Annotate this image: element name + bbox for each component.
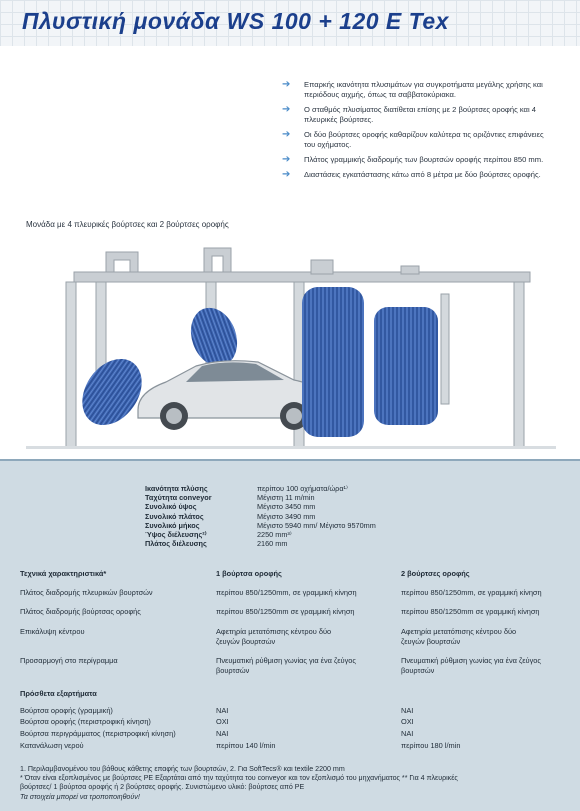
table-header-label: Τεχνικά χαρακτηριστικά* bbox=[20, 569, 107, 578]
feature-text: Πλάτος γραμμικής διαδρομής των βουρτσών οροφής περίπου 850 mm. bbox=[304, 155, 544, 164]
brush-arm bbox=[441, 294, 449, 404]
row-col1: ΟΧΙ bbox=[216, 717, 229, 726]
spec-row bbox=[145, 521, 376, 530]
row-label: Κατανάλωση νερού bbox=[20, 741, 84, 750]
row-label: Επικάλυψη κέντρου bbox=[20, 627, 85, 636]
spec-label: Ταχύτητα conveyor bbox=[145, 493, 212, 503]
spec-value: 2160 mm bbox=[257, 539, 288, 549]
footnote-disclaimer: Τα στοιχεία μπορεί να τροποποιηθούν! bbox=[20, 792, 140, 801]
table-header-col2: 2 βούρτσες οροφής bbox=[401, 569, 470, 578]
footnotes bbox=[20, 765, 568, 802]
arrow-right-icon: ➔ bbox=[282, 104, 291, 115]
spec-row bbox=[145, 484, 376, 493]
motor-housing bbox=[204, 248, 231, 272]
feature-text: Οι δύο βούρτσες οροφής καθαρίζουν καλύτερα τις οριζόντιες επιφάνειες του οχήματος. bbox=[304, 130, 544, 149]
car-wash-illustration bbox=[26, 232, 556, 455]
side-brush bbox=[302, 287, 364, 437]
car-hubcap bbox=[166, 408, 182, 424]
feature-item bbox=[282, 170, 552, 180]
spec-row bbox=[145, 530, 376, 539]
row-col2: ΝΑΙ bbox=[401, 729, 414, 738]
frame-post bbox=[66, 282, 76, 447]
row-col1: περίπου 850/1250mm σε γραμμική κίνηση bbox=[216, 607, 355, 616]
photo-caption: Μονάδα με 4 πλευρικές βούρτσες και 2 βούρτσες οροφής bbox=[26, 220, 229, 229]
car-wash-photo bbox=[26, 232, 556, 455]
spec-value: Μέγιστο 3490 mm bbox=[257, 511, 316, 521]
side-brush bbox=[374, 307, 438, 425]
row-col2: ΝΑΙ bbox=[401, 706, 414, 715]
row-col2: περίπου 180 l/min bbox=[401, 741, 461, 750]
spec-value: Μέγιστη 11 m/min bbox=[257, 493, 315, 503]
feature-text: Επαρκής ικανότητα πλυσιμάτων για συγκροτήματα μεγάλης χρήσης και περιόδους αιχμής, όπως τα σαββατοκύριακα. bbox=[304, 80, 543, 99]
spec-row bbox=[145, 493, 376, 502]
footnote-line: βούρτσες/ 1 βούρτσα οροφής ή 2 βούρτσες οροφής. Συνιστώμενο υλικό: βούρτσες από PE bbox=[20, 783, 305, 792]
arrow-right-icon: ➔ bbox=[282, 154, 291, 165]
arrow-right-icon: ➔ bbox=[282, 169, 291, 180]
row-label: Βούρτσα οροφής (γραμμική) bbox=[20, 706, 113, 715]
row-col1: περίπου 140 l/min bbox=[216, 741, 276, 750]
row-col1: Αφετηρία μετατόπισης κέντρου δύο ζευγών βουρτσών bbox=[216, 627, 332, 646]
feature-item bbox=[282, 130, 552, 150]
motor-housing bbox=[311, 260, 333, 274]
page-title: Πλυστική μονάδα WS 100 + 120 E Tex bbox=[22, 8, 449, 34]
spec-row bbox=[145, 539, 376, 548]
spec-list bbox=[145, 484, 376, 548]
row-col2: περίπου 850/1250mm, σε γραμμική κίνηση bbox=[401, 588, 542, 597]
row-label: Βούρτσα περιγράμματος (περιστροφική κίνηση) bbox=[20, 729, 176, 738]
table-header-col1: 1 βούρτσα οροφής bbox=[216, 569, 282, 578]
feature-item bbox=[282, 105, 552, 125]
row-label: Βούρτσα οροφής (περιστροφική κίνηση) bbox=[20, 717, 151, 726]
spec-row bbox=[145, 512, 376, 521]
motor-housing bbox=[401, 266, 419, 274]
spec-label: Πλάτος διέλευσης bbox=[145, 539, 207, 549]
spec-label: Ικανότητα πλύσης bbox=[145, 484, 208, 493]
footnote-line: * Όταν είναι εξοπλισμένος με βούρτσες PE Εξαρτάται από την ταχύτητα του conveyor και τον εξοπλισμό του μηχανήματος ** Για 4 πλευρικές bbox=[20, 774, 458, 783]
feature-item bbox=[282, 80, 552, 100]
spec-value: Μέγιστο 5940 mm/ Μέγιστο 9570mm bbox=[257, 520, 376, 530]
spec-value: Μέγιστο 3450 mm bbox=[257, 502, 316, 512]
extras-title-text: Πρόσθετα εξαρτήματα bbox=[20, 689, 97, 698]
floor-line bbox=[26, 446, 556, 449]
feature-text: Ο σταθμός πλυσίματος διατίθεται επίσης με 2 βούρτσες οροφής και 4 πλευρικές βούρτσες. bbox=[304, 105, 536, 124]
row-col1: ΝΑΙ bbox=[216, 729, 229, 738]
spec-label: Συνολικό μήκος bbox=[145, 520, 200, 530]
row-label: Πλάτος διαδρομής πλευρικών βουρτσών bbox=[20, 588, 153, 597]
side-brush bbox=[70, 348, 154, 437]
row-col2: ΟΧΙ bbox=[401, 717, 414, 726]
arrow-right-icon: ➔ bbox=[282, 79, 291, 90]
spec-value: 2250 mm³⁾ bbox=[257, 529, 292, 539]
frame-post bbox=[514, 282, 524, 447]
arrow-right-icon: ➔ bbox=[282, 129, 291, 140]
car-hubcap bbox=[286, 408, 302, 424]
feature-list bbox=[282, 80, 552, 185]
motor-housing bbox=[106, 252, 138, 272]
row-col2: Αφετηρία μετατόπισης κέντρου δύο ζευγών βουρτσών bbox=[401, 627, 517, 646]
row-col2: Πνευματική ρύθμιση γωνίας για ένα ζεύγος βουρτσών bbox=[401, 656, 541, 675]
row-col2: περίπου 850/1250mm σε γραμμική κίνηση bbox=[401, 607, 540, 616]
spec-label: Συνολικό πλάτος bbox=[145, 511, 204, 521]
spec-label: Συνολικό ύψος bbox=[145, 502, 197, 512]
row-label: Προσαρμογή στο περίγραμμα bbox=[20, 656, 118, 665]
gantry-beam bbox=[74, 272, 530, 282]
row-col1: Πνευματική ρύθμιση γωνίας για ένα ζεύγος βουρτσών bbox=[216, 656, 356, 675]
row-col1: περίπου 850/1250mm, σε γραμμική κίνηση bbox=[216, 588, 357, 597]
feature-text: Διαστάσεις εγκατάστασης κάτω από 8 μέτρα με δύο βούρτσες οροφής. bbox=[304, 170, 541, 179]
spec-row bbox=[145, 502, 376, 511]
row-label: Πλάτος διαδρομής βούρτσας οροφής bbox=[20, 607, 141, 616]
row-col1: ΝΑΙ bbox=[216, 706, 229, 715]
brush-arm bbox=[96, 282, 106, 377]
spec-value: περίπου 100 οχήματα/ώρα¹⁾ bbox=[257, 484, 348, 493]
feature-item bbox=[282, 155, 552, 165]
header-band bbox=[0, 0, 580, 46]
spec-label: Ύψος διέλευσης²⁾ bbox=[145, 529, 207, 539]
footnote-line: 1. Περιλαμβανομένου του βάθους κάθετης επαφής των βουρτσών, 2. Για SoftTecs® και textile 2200 mm bbox=[20, 765, 345, 773]
